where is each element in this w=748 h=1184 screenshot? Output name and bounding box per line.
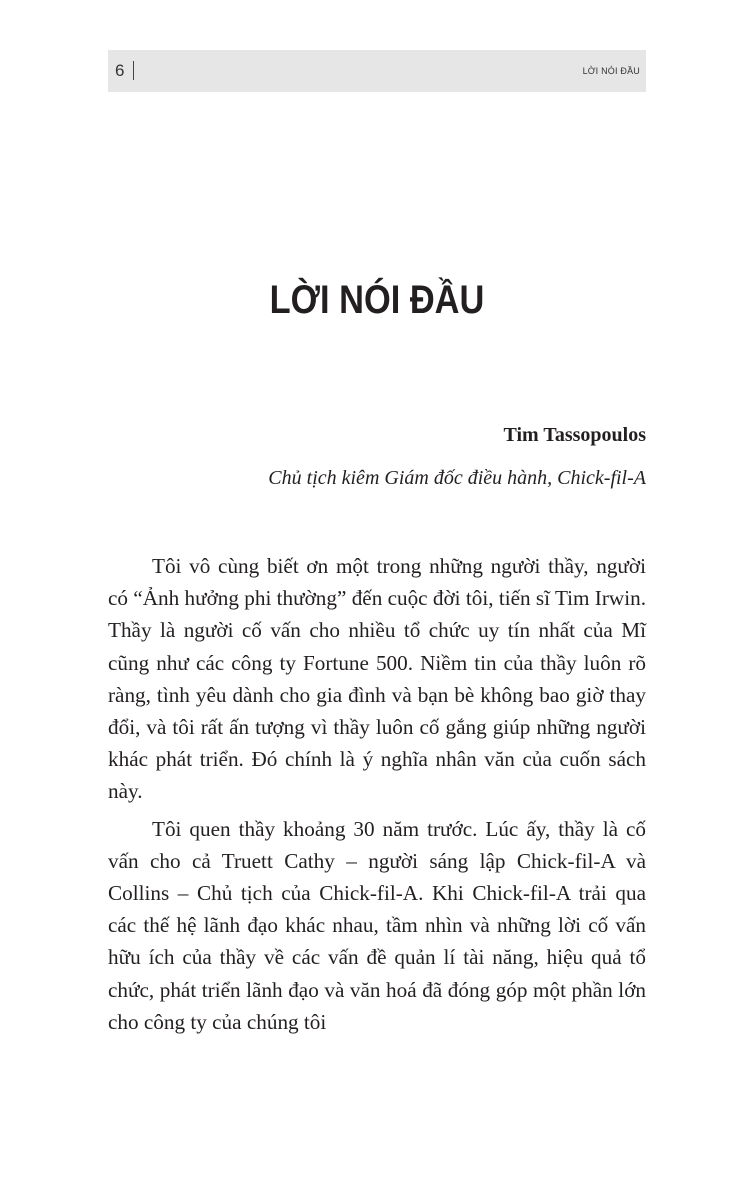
running-header [108, 50, 646, 92]
running-head-title: LỜI NÓI ĐẦU [582, 66, 640, 76]
page-number: 6 [115, 61, 125, 80]
author-role: Chủ tịch kiêm Giám đốc điều hành, Chick-fil-A [268, 467, 646, 489]
header-divider [133, 61, 134, 80]
author-name: Tim Tassopoulos [503, 424, 646, 446]
body-text [108, 550, 646, 1043]
paragraph: Tôi vô cùng biết ơn một trong những người thầy, người có “Ảnh hưởng phi thường” đến cuộc đời tôi, tiến sĩ Tim Irwin. Thầy là người cố vấn cho nhiều tổ chức uy tín nhất của Mĩ cũng như các công ty Fortune 500. Niềm tin của thầy luôn rõ ràng, tình yêu dành cho gia đình và bạn bè không bao giờ thay đổi, và tôi rất ấn tượng vì thầy luôn cố gắng giúp những người khác phát triển. Đó chính là ý nghĩa nhân văn của cuốn sách này. [108, 554, 646, 804]
chapter-title: LỜI NÓI ĐẦU [269, 278, 485, 322]
paragraph: Tôi quen thầy khoảng 30 năm trước. Lúc ấy, thầy là cố vấn cho cả Truett Cathy – người sáng lập Chick-fil-A và Collins – Chủ tịch của Chick-fil-A. Khi Chick-fil-A trải qua các thế hệ lãnh đạo khác nhau, tầm nhìn và những lời cố vấn hữu ích của thầy về các vấn đề quản lí tài năng, hiệu quả tổ chức, phát triển lãnh đạo và văn hoá đã đóng góp một phần lớn cho công ty của chúng tôi [108, 816, 646, 1034]
